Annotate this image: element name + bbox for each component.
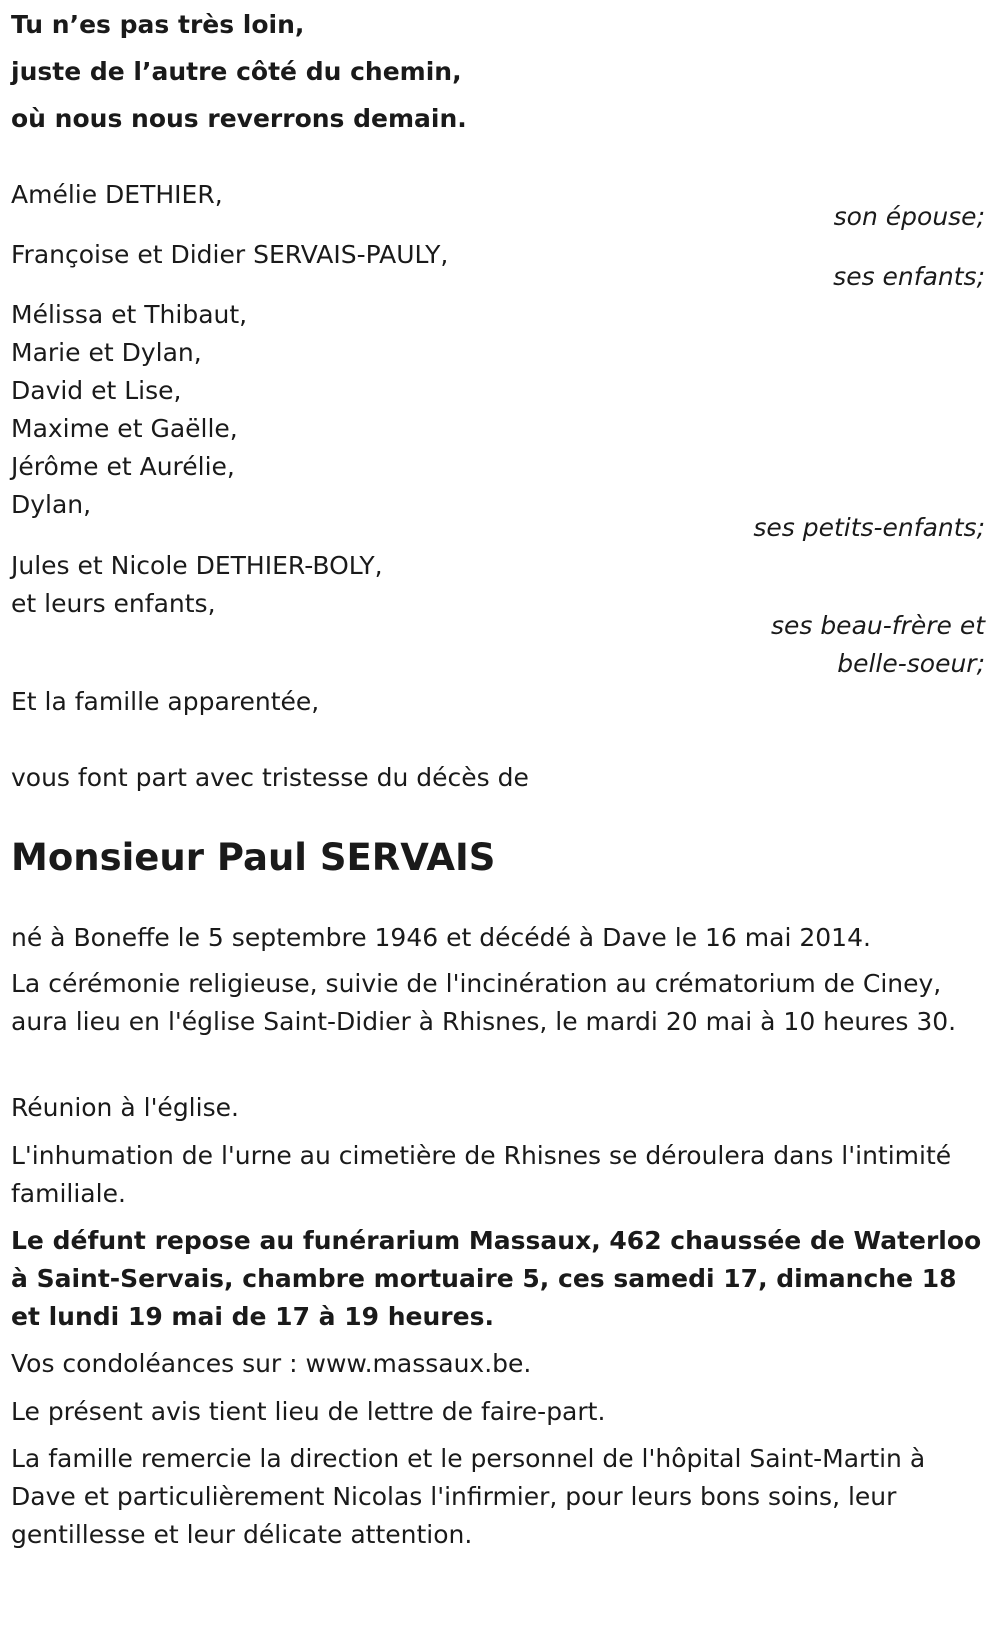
inlaws-line-2: et leurs enfants,: [11, 589, 216, 618]
poem-line-2: juste de l’autre côté du chemin,: [11, 57, 462, 86]
grandchild-line: Jérôme et Aurélie,: [11, 452, 235, 481]
extended-family: Et la famille apparentée,: [11, 687, 320, 716]
spouse-name: Amélie DETHIER,: [11, 180, 223, 209]
grandchild-line: Maxime et Gaëlle,: [11, 414, 238, 443]
children-names: Françoise et Didier SERVAIS-PAULY,: [11, 240, 449, 269]
children-relation: ses enfants;: [833, 262, 985, 291]
grandchild-line: Mélissa et Thibaut,: [11, 300, 248, 329]
inlaws-relation-line-2: belle-soeur;: [837, 649, 985, 678]
condolences-text: Vos condoléances sur : www.massaux.be.: [11, 1349, 532, 1378]
born-died-text: né à Boneffe le 5 septembre 1946 et décédé à Dave le 16 mai 2014.: [11, 923, 871, 952]
inlaws-line-1: Jules et Nicole DETHIER-BOLY,: [11, 551, 383, 580]
inlaws-relation-line-1: ses beau-frère et: [770, 611, 985, 640]
grandchildren-relation: ses petits-enfants;: [753, 513, 985, 542]
spouse-relation: son épouse;: [833, 202, 985, 231]
thanks-text: La famille remercie la direction et le personnel de l'hôpital Saint-Martin à Dave et particulièrement Nicolas l'infirmier, pour leurs bons soins, leur gentillesse et leur délicate attention.: [11, 1444, 926, 1549]
grandchild-line: Dylan,: [11, 490, 92, 519]
viewing-text: Le défunt repose au funérarium Massaux, 462 chaussée de Waterloo à Saint-Servais, chambre mortuaire 5, ces samedi 17, dimanche 18 et lundi 19 mai de 17 à 19 heures.: [11, 1226, 982, 1331]
grandchild-line: Marie et Dylan,: [11, 338, 202, 367]
ceremony-text: La cérémonie religieuse, suivie de l'incinération au crématorium de Ciney, aura lieu en l'église Saint-Didier à Rhisnes, le mardi 20 mai à 10 heures 30.: [11, 969, 957, 1036]
poem-line-3: où nous nous reverrons demain.: [11, 104, 467, 133]
notice-text: Le présent avis tient lieu de lettre de faire-part.: [11, 1397, 606, 1426]
grandchild-line: David et Lise,: [11, 376, 182, 405]
meeting-text: Réunion à l'église.: [11, 1093, 239, 1122]
deceased-name: Monsieur Paul SERVAIS: [11, 836, 496, 879]
announcement-intro: vous font part avec tristesse du décès de: [11, 763, 529, 792]
burial-text: L'inhumation de l'urne au cimetière de Rhisnes se déroulera dans l'intimité familiale.: [11, 1141, 952, 1208]
poem-line-1: Tu n’es pas très loin,: [11, 10, 305, 39]
